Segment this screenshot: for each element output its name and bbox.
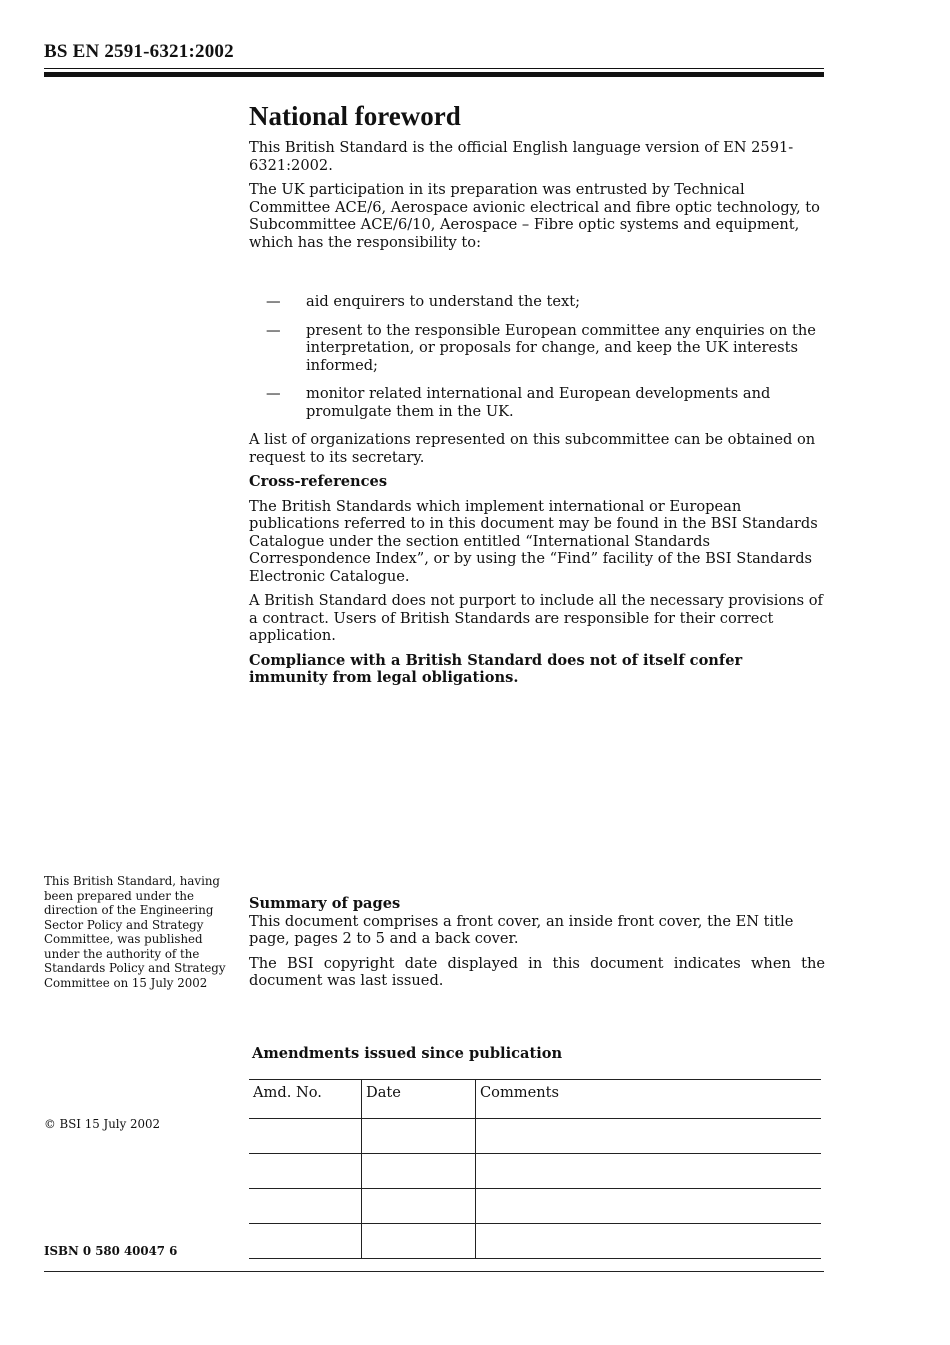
responsibility-list [249,293,825,420]
copyright-date-paragraph: The BSI copyright date displayed in this document indicates when the document was last issued. [249,954,825,989]
table-row [249,1119,821,1154]
summary-paragraph: This document comprises a front cover, an inside front cover, the EN title page, pages 2 to 5 and a back cover. [249,912,794,947]
list-item: — present to the responsible European committee any enquiries on the interpretation, or proposals for change, and keep the UK interests informed; [266,321,816,374]
column-header-date: Date [362,1080,476,1119]
table-row [249,1189,821,1224]
intro-paragraph: This British Standard is the official English language version of EN 2591-6321:2002. [249,139,794,174]
dash-marker: — [266,321,281,339]
amendments-title: Amendments issued since publication [252,1045,563,1062]
header-rule-thin [44,68,824,69]
cross-references-heading: Cross-references [249,473,388,490]
page-title: National foreword [249,101,461,131]
table-header-row [249,1080,821,1119]
table-row [249,1224,821,1259]
organizations-paragraph: A list of organizations represented on this subcommittee can be obtained on request to its secretary. [249,431,816,466]
summary-heading: Summary of pages [249,895,401,912]
cross-references-paragraph: The British Standards which implement international or European publications referred to in this document may be found in the BSI Standards Catalogue under the section entitled “International Standards Correspondence Index”, or by using the “Find” facility of the BSI Standards Electronic Catalogue. [249,497,818,585]
column-header-amd-no: Amd. No. [249,1080,362,1119]
table-row [249,1154,821,1189]
copyright-notice: © BSI 15 July 2002 [44,1117,161,1131]
isbn: ISBN 0 580 40047 6 [44,1244,178,1258]
list-item: — aid enquirers to understand the text; [266,293,581,310]
footer-rule [44,1271,824,1272]
compliance-statement: Compliance with a British Standard does not of itself confer immunity from legal obligations. [249,651,743,686]
national-foreword-section [249,100,825,694]
summary-of-pages-section [249,895,825,997]
list-item: — monitor related international and European developments and promulgate them in the UK. [266,385,771,420]
committee-paragraph: The UK participation in its preparation was entrusted by Technical Committee ACE/6, Aerospace avionic electrical and fibre optic technology, to Subcommittee ACE/6/10, Aerospace – Fibre optic systems and equipment, which has the responsibility to: [249,181,820,251]
provisions-paragraph: A British Standard does not purport to include all the necessary provisions of a contract. Users of British Standards are responsible for their correct application. [249,592,823,644]
column-header-comments: Comments [476,1080,822,1119]
header-rule-thick [44,72,824,77]
amendments-table [249,1079,821,1259]
dash-marker: — [266,293,281,310]
document-id-header: BS EN 2591-6321:2002 [44,41,234,62]
publication-note: This British Standard, having been prepared under the direction of the Engineering Sector Policy and Strategy Committee, was published under the authority of the Standards Policy and Strategy Committee on 15 July 2002 [44,874,226,990]
dash-marker: — [266,385,281,402]
